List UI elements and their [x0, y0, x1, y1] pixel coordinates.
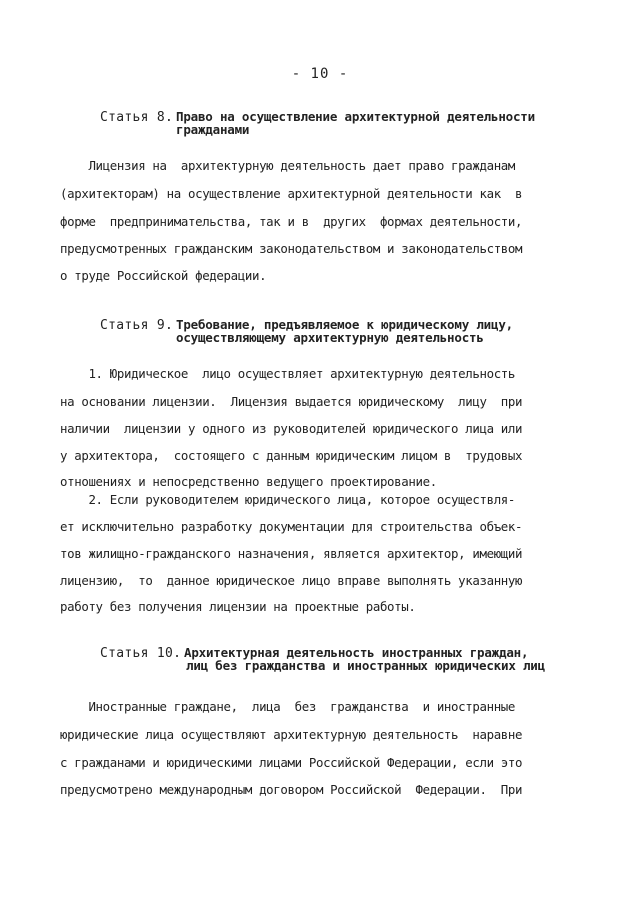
- article-number: Статья 10.: [100, 646, 182, 661]
- text-line: (архитекторам) на осуществление архитектурной деятельности как в: [60, 186, 523, 201]
- text-line: на основании лицензии. Лицензия выдается юридическому лицу при: [60, 394, 523, 409]
- text-line: у архитектора, состоящего с данным юридическим лицом в трудовых: [60, 448, 523, 463]
- text-line: Лицензия на архитектурную деятельность дает право гражданам: [60, 158, 516, 173]
- text-line: ет исключительно разработку документации для строительства объек-: [60, 519, 523, 534]
- text-line: юридические лица осуществляют архитектурную деятельность наравне: [60, 727, 523, 742]
- text-line: 2. Если руководителем юридического лица, которое осуществля-: [60, 492, 516, 507]
- text-line: о труде Российской федерации.: [60, 268, 267, 283]
- text-line: тов жилищно-гражданского назначения, является архитектор, имеющий: [60, 546, 523, 561]
- text-line: наличии лицензии у одного из руководителей юридического лица или: [60, 421, 523, 436]
- text-line: 1. Юридическое лицо осуществляет архитектурную деятельность: [60, 366, 516, 381]
- article-title-line: Архитектурная деятельность иностранных граждан,: [184, 645, 529, 660]
- text-line: предусмотрено международным договором Российской Федерации. При: [60, 782, 523, 797]
- article-title: [184, 646, 545, 672]
- article-title-line: лиц без гражданства и иностранных юридических лиц: [186, 658, 545, 673]
- text-line: отношениях и непосредственно ведущего проектирование.: [60, 474, 437, 489]
- article-title-line: осуществляющему архитектурную деятельность: [176, 330, 484, 345]
- article-title-line: гражданами: [176, 122, 250, 137]
- page-number: - 10 -: [291, 66, 349, 82]
- article-title: [176, 110, 535, 136]
- text-line: работу без получения лицензии на проектные работы.: [60, 599, 416, 614]
- article-number: Статья 9.: [100, 318, 174, 333]
- text-line: лицензию, то данное юридическое лицо вправе выполнять указанную: [60, 573, 523, 588]
- article-title: [176, 318, 513, 344]
- text-line: с гражданами и юридическими лицами Российской Федерации, если это: [60, 755, 523, 770]
- text-line: форме предпринимательства, так и в других формах деятельности,: [60, 214, 523, 229]
- text-line: Иностранные граждане, лица без гражданства и иностранные: [60, 699, 516, 714]
- article-title-line: Требование, предъявляемое к юридическому лицу,: [176, 317, 513, 332]
- article-number: Статья 8.: [100, 110, 174, 125]
- article-title-line: Право на осуществление архитектурной деятельности: [176, 109, 535, 124]
- text-line: предусмотренных гражданским законодательством и законодательством: [60, 241, 523, 256]
